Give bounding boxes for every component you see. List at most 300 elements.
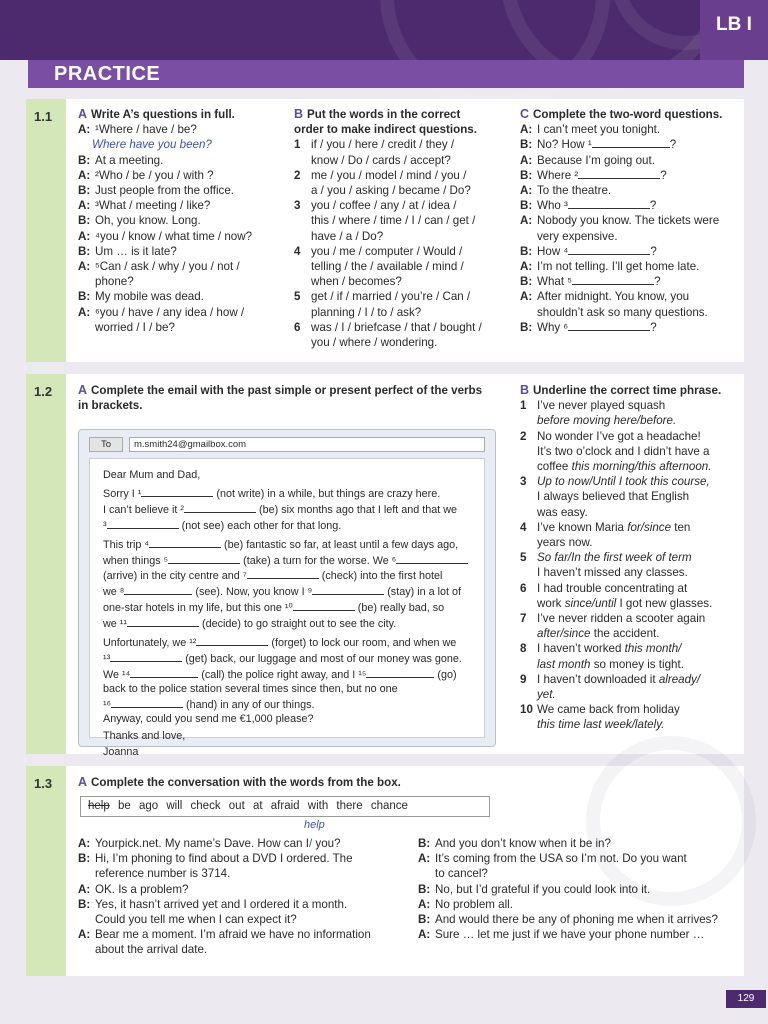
text: I’ve known Maria xyxy=(537,520,628,534)
exercise-title-line2: in brackets. xyxy=(78,399,143,413)
text: ? xyxy=(660,168,667,182)
exercise-letter: A xyxy=(78,775,88,789)
text: worried / I / be? xyxy=(95,320,175,334)
text: Where ² xyxy=(537,168,579,182)
exercise-title: Complete the two-word questions. xyxy=(533,108,723,121)
text: Who ³ xyxy=(537,199,568,213)
line-text xyxy=(537,641,681,656)
text: (check) into the first hotel xyxy=(318,570,443,583)
line-text xyxy=(95,882,188,897)
email-line xyxy=(103,568,484,584)
text: ¹Where / have / be? xyxy=(95,123,197,137)
text: to cancel? xyxy=(435,867,488,881)
exercise-line xyxy=(520,672,742,687)
speaker-label: 3 xyxy=(520,475,527,489)
speaker-label: 4 xyxy=(294,244,301,258)
speaker-label: 7 xyxy=(520,612,527,626)
line-text xyxy=(537,259,699,274)
box-word: ago xyxy=(138,800,159,812)
text: We ¹⁴ xyxy=(103,668,131,681)
text: ¹⁶ xyxy=(103,698,112,711)
line-text xyxy=(537,320,657,335)
text: if / you / here / credit / they / xyxy=(311,138,455,152)
text: This trip ⁴ xyxy=(103,538,150,551)
speaker-label: A: xyxy=(520,214,533,228)
text: Unfortunately, we ¹² xyxy=(103,637,197,650)
exercise-1-2-a xyxy=(78,383,498,413)
indent xyxy=(294,153,311,168)
line-text xyxy=(537,137,676,152)
text: this / where / time / I / can / get / xyxy=(311,214,476,228)
answer-blank xyxy=(149,537,221,548)
text: Nobody you know. The tickets were xyxy=(537,214,720,228)
text: know / Do / cards / accept? xyxy=(311,153,451,167)
text: No wonder I’ve got a headache! xyxy=(537,429,701,443)
exercise-letter: B xyxy=(520,383,530,397)
text: Just people from the office. xyxy=(95,184,234,198)
section-number-column xyxy=(26,766,66,976)
text: (see). Now, you know I ⁹ xyxy=(192,586,313,599)
answer-blank xyxy=(141,486,213,497)
line-text xyxy=(537,444,710,459)
line-text xyxy=(537,474,710,489)
text: OK. Is a problem? xyxy=(95,882,189,896)
text: you / where / wondering. xyxy=(311,336,438,350)
answer-blank xyxy=(578,168,660,179)
line-text xyxy=(537,717,664,732)
speaker-label: A: xyxy=(520,153,533,167)
speaker-label: 5 xyxy=(294,290,301,304)
line-text xyxy=(95,183,234,198)
line-text xyxy=(95,153,163,168)
text: ²Who / be / you / with ? xyxy=(95,168,214,182)
speaker-label: 2 xyxy=(520,429,527,443)
exercise-line xyxy=(520,305,742,320)
line-text xyxy=(95,851,353,866)
email-line xyxy=(103,537,484,553)
text: ⁶you / have / any idea / how / xyxy=(95,305,245,319)
text: It’s coming from the USA so I’m not. Do you want xyxy=(435,852,687,866)
text: After midnight. You know, you xyxy=(537,290,690,304)
exercise-letter: C xyxy=(520,107,530,121)
to-button[interactable]: To xyxy=(89,437,123,452)
email-line xyxy=(103,502,484,518)
speaker-label: 6 xyxy=(294,320,301,334)
exercise-line xyxy=(78,213,288,228)
exercise-title: Write A’s questions in full. xyxy=(91,108,235,121)
text: a / you / asking / became / Do? xyxy=(311,184,471,198)
indent xyxy=(294,183,311,198)
text: Could you tell me when I can expect it? xyxy=(95,913,297,927)
text: Um … is it late? xyxy=(95,244,177,258)
email-line xyxy=(103,635,484,651)
text: I can’t believe it ² xyxy=(103,503,185,516)
italic-text: Up to now/Until I took this course, xyxy=(537,475,710,489)
line-text xyxy=(537,198,656,213)
line-text xyxy=(311,289,470,304)
text: It’s two o’clock and I didn’t have a xyxy=(537,444,710,458)
exercise-line xyxy=(520,702,742,717)
text: We came back from holiday xyxy=(537,703,680,717)
conversation-right xyxy=(418,836,743,942)
text: ? xyxy=(669,138,677,152)
text: ¹³ xyxy=(103,652,111,665)
line-text xyxy=(311,153,451,168)
conversation-line xyxy=(78,927,414,942)
exercise-line xyxy=(520,596,742,611)
speaker-label: B: xyxy=(418,882,431,896)
speaker-label: B: xyxy=(520,275,533,289)
text: the accident. xyxy=(590,627,660,641)
answer-blank xyxy=(110,651,182,662)
line-text xyxy=(311,320,482,335)
text: Thanks and love, xyxy=(103,729,186,742)
exercise-line xyxy=(520,535,742,550)
exercise-line xyxy=(78,229,288,244)
speaker-label: A: xyxy=(418,928,431,942)
speaker-label: B: xyxy=(520,320,533,334)
exercise-line xyxy=(520,474,742,489)
line-text xyxy=(537,398,665,413)
exercise-line xyxy=(520,198,742,213)
to-field[interactable]: m.smith24@gmailbox.com xyxy=(129,437,485,452)
text: ⁵Can / ask / why / you / not / xyxy=(95,260,240,274)
exercise-line xyxy=(520,444,742,459)
italic-text: for/since xyxy=(627,520,672,534)
italic-text: this month/ xyxy=(624,642,682,656)
text: back to the police station several times since then, but no one xyxy=(103,682,398,695)
text: one-star hotels in my life, but this one ¹⁰ xyxy=(103,602,293,615)
answer-blank xyxy=(572,274,654,285)
exercise-line xyxy=(520,687,742,702)
indent xyxy=(520,687,537,702)
to-line xyxy=(89,436,485,453)
answer-blank xyxy=(568,198,650,209)
indent xyxy=(520,626,537,641)
line-text xyxy=(537,429,701,444)
exercise-line xyxy=(78,122,288,137)
speaker-label: 1 xyxy=(294,138,301,152)
text: ³What / meeting / like? xyxy=(95,199,211,213)
conversation-line xyxy=(418,866,743,881)
text: How ⁴ xyxy=(537,244,569,258)
text: I haven’t worked xyxy=(537,642,625,656)
email-body xyxy=(89,458,485,759)
italic-text: So far/In the first week of term xyxy=(537,551,692,565)
speaker-label: A: xyxy=(78,837,91,850)
exercise-line xyxy=(520,459,742,474)
indent xyxy=(78,866,95,881)
line-text xyxy=(95,912,297,927)
conversation-line xyxy=(78,897,414,912)
line-text xyxy=(537,305,708,320)
answer-blank xyxy=(111,697,183,708)
line-text xyxy=(95,942,207,957)
italic-text: this morning/this afternoon. xyxy=(571,460,712,474)
answer-blank xyxy=(592,137,670,148)
line-text xyxy=(537,535,592,550)
text: I had trouble concentrating at xyxy=(537,581,688,595)
line-text xyxy=(311,137,454,152)
text: phone? xyxy=(95,275,134,289)
exercise-line xyxy=(520,137,742,152)
exercise-title: Complete the email with the past simple or present perfect of the verbs xyxy=(91,384,483,397)
exercise-line xyxy=(520,259,742,274)
text: (hand) in any of our things. xyxy=(183,698,315,711)
exercise-letter: A xyxy=(78,383,88,397)
text: was / I / briefcase / that / bought / xyxy=(311,320,482,334)
email-line xyxy=(103,584,484,600)
italic-text: since/until xyxy=(564,596,617,610)
text: Anyway, could you send me €1,000 please? xyxy=(103,712,314,725)
line-text xyxy=(537,626,659,641)
sample-answer: Where have you been? xyxy=(92,138,212,152)
text: you / me / computer / Would / xyxy=(311,244,463,258)
section-1-1 xyxy=(26,99,744,362)
text: I can’t meet you tonight. xyxy=(537,123,661,137)
answer-blank xyxy=(107,518,179,529)
text: And you don’t know when it be in? xyxy=(435,837,611,850)
exercise-line xyxy=(520,611,742,626)
line-text xyxy=(435,912,718,927)
line-text xyxy=(95,122,197,137)
text: And would there be any of phoning me when it arrives? xyxy=(435,913,718,927)
exercise-line xyxy=(294,198,516,213)
exercise-1-1-a xyxy=(78,107,288,335)
indent xyxy=(294,259,311,274)
text: Joanna xyxy=(103,746,139,759)
exercise-line xyxy=(520,168,742,183)
indent xyxy=(294,274,311,289)
line-text xyxy=(537,672,700,687)
line-text xyxy=(537,244,657,259)
text: No problem all. xyxy=(435,897,513,911)
exercise-line xyxy=(520,122,742,137)
answer-blank xyxy=(184,502,256,513)
text: ten xyxy=(671,520,691,534)
exercise-line xyxy=(294,335,516,350)
line-text xyxy=(537,289,689,304)
text: (decide) to go straight out to see the city. xyxy=(199,618,397,631)
text: work xyxy=(537,596,565,610)
conversation-line xyxy=(418,912,743,927)
exercise-line xyxy=(520,429,742,444)
speaker-label: A: xyxy=(78,168,91,182)
speaker-label: 3 xyxy=(294,199,301,213)
line-text xyxy=(95,305,244,320)
speaker-label: 5 xyxy=(520,551,527,565)
box-word: afraid xyxy=(270,800,300,812)
exercise-line xyxy=(520,550,742,565)
indent xyxy=(520,657,537,672)
text: I haven’t downloaded it xyxy=(537,672,659,686)
exercise-line xyxy=(520,183,742,198)
line-text xyxy=(95,866,230,881)
line-text xyxy=(537,687,556,702)
exercise-lines xyxy=(520,398,742,732)
insertion-mark: / xyxy=(308,837,313,850)
text: (go) xyxy=(434,668,457,681)
text: To the theatre. xyxy=(537,184,612,198)
text: (take) a turn for the worse. We ⁶ xyxy=(240,554,397,567)
exercise-line xyxy=(520,505,742,520)
speaker-label: B: xyxy=(78,897,91,911)
conversation-line xyxy=(418,851,743,866)
exercise-line xyxy=(520,320,742,335)
text: At a meeting. xyxy=(95,153,164,167)
indent xyxy=(520,565,537,580)
exercise-line xyxy=(294,229,516,244)
email-line xyxy=(103,713,484,727)
speaker-label: B: xyxy=(78,244,91,258)
italic-text: before moving here/before. xyxy=(537,414,677,428)
text: Because I’m going out. xyxy=(537,153,655,167)
line-text xyxy=(537,657,684,672)
exercise-line xyxy=(520,413,742,428)
text: years now. xyxy=(537,536,593,550)
exercise-line xyxy=(520,274,742,289)
text: Sure … let me just if we have your phone number … xyxy=(435,928,705,942)
speaker-label: B: xyxy=(520,138,533,152)
text: (not see) each other for that long. xyxy=(178,519,342,532)
conversation-line xyxy=(78,866,414,881)
level-tab: LB I xyxy=(700,0,768,60)
exercise-line xyxy=(294,289,516,304)
line-text xyxy=(311,198,456,213)
conversation-line xyxy=(418,897,743,912)
email-line xyxy=(103,746,484,760)
line-text xyxy=(435,851,687,866)
box-word: will xyxy=(166,800,183,812)
conversation-line xyxy=(78,851,414,866)
box-word: help xyxy=(88,800,110,812)
line-text xyxy=(537,489,689,504)
exercise-line xyxy=(78,274,288,289)
exercise-line xyxy=(78,305,288,320)
exercise-line xyxy=(520,717,742,732)
conversation-line xyxy=(78,912,414,927)
text: (arrive) in the city centre and ⁷ xyxy=(103,570,247,583)
text: My mobile was dead. xyxy=(95,290,204,304)
indent xyxy=(520,305,537,320)
text: (be) fantastic so far, at least until a few days ago, xyxy=(221,538,459,551)
email-line xyxy=(103,651,484,667)
exercise-line xyxy=(78,198,288,213)
exercise-line xyxy=(520,489,742,504)
answer-blank xyxy=(130,667,198,678)
exercise-line xyxy=(78,244,288,259)
exercise-letter: B xyxy=(294,107,304,121)
line-text xyxy=(311,168,466,183)
line-text xyxy=(537,565,688,580)
text: was easy. xyxy=(537,505,588,519)
speaker-label: A: xyxy=(78,123,91,137)
email-line xyxy=(103,616,484,632)
box-word: be xyxy=(117,800,131,812)
indent xyxy=(418,866,435,881)
indent xyxy=(294,229,311,244)
indent xyxy=(78,274,95,289)
exercise-line xyxy=(520,520,742,535)
email-window xyxy=(78,429,496,759)
text: we ¹¹ xyxy=(103,618,127,631)
indent xyxy=(294,213,311,228)
exercise-line xyxy=(520,229,742,244)
exercise-line xyxy=(294,244,516,259)
italic-text: already/ xyxy=(658,672,701,686)
exercise-line xyxy=(294,168,516,183)
line-text xyxy=(537,153,655,168)
line-text xyxy=(537,168,667,183)
email-line xyxy=(103,469,484,483)
line-text xyxy=(537,581,687,596)
text: Yourpick.net. My name’s Dave. How can I xyxy=(95,837,309,850)
speaker-label: 6 xyxy=(520,581,527,595)
page-title: PRACTICE xyxy=(54,63,161,85)
exercise-line xyxy=(78,259,288,274)
line-text xyxy=(435,866,488,881)
indent xyxy=(520,596,537,611)
speaker-label: B: xyxy=(520,168,533,182)
speaker-label: A: xyxy=(78,882,91,896)
line-text xyxy=(537,611,705,626)
exercise-line xyxy=(520,565,742,580)
exercise-heading xyxy=(78,383,498,398)
text: you? xyxy=(312,837,341,850)
exercise-line xyxy=(294,259,516,274)
indent xyxy=(520,459,537,474)
line-text xyxy=(95,836,341,851)
answer-blank xyxy=(124,584,192,595)
line-text xyxy=(95,289,204,304)
speaker-label: A: xyxy=(418,897,431,911)
speaker-label: 10 xyxy=(520,703,533,717)
line-text xyxy=(95,168,214,183)
speaker-label: A: xyxy=(78,305,91,319)
exercise-heading xyxy=(78,107,288,122)
section-number: 1.1 xyxy=(34,109,53,124)
line-text xyxy=(95,897,347,912)
exercise-line xyxy=(294,305,516,320)
line-text xyxy=(95,274,134,289)
speaker-label: B: xyxy=(78,852,91,866)
text: I haven’t missed any classes. xyxy=(537,566,688,580)
line-text xyxy=(311,259,464,274)
box-word: there xyxy=(336,800,363,812)
speaker-label: 4 xyxy=(520,520,527,534)
line-text xyxy=(537,702,680,717)
speaker-label: A: xyxy=(520,123,533,137)
text: very expensive. xyxy=(537,229,618,243)
text: ³ xyxy=(103,519,107,532)
exercise-title: Underline the correct time phrase. xyxy=(533,384,722,397)
exercise-line xyxy=(520,244,742,259)
line-text xyxy=(311,213,475,228)
text: you / coffee / any / at / idea / xyxy=(311,199,457,213)
indent xyxy=(520,413,537,428)
text: ? xyxy=(649,199,657,213)
exercise-lines xyxy=(78,122,288,335)
speaker-label: B: xyxy=(418,913,431,927)
exercise-line xyxy=(78,153,288,168)
conversation-left xyxy=(78,836,414,958)
exercise-heading xyxy=(78,775,498,790)
text: (be) really bad, so xyxy=(354,602,445,615)
indent xyxy=(78,320,95,335)
section-number-column xyxy=(26,99,66,362)
speaker-label: B: xyxy=(78,153,91,167)
line-text xyxy=(537,520,690,535)
